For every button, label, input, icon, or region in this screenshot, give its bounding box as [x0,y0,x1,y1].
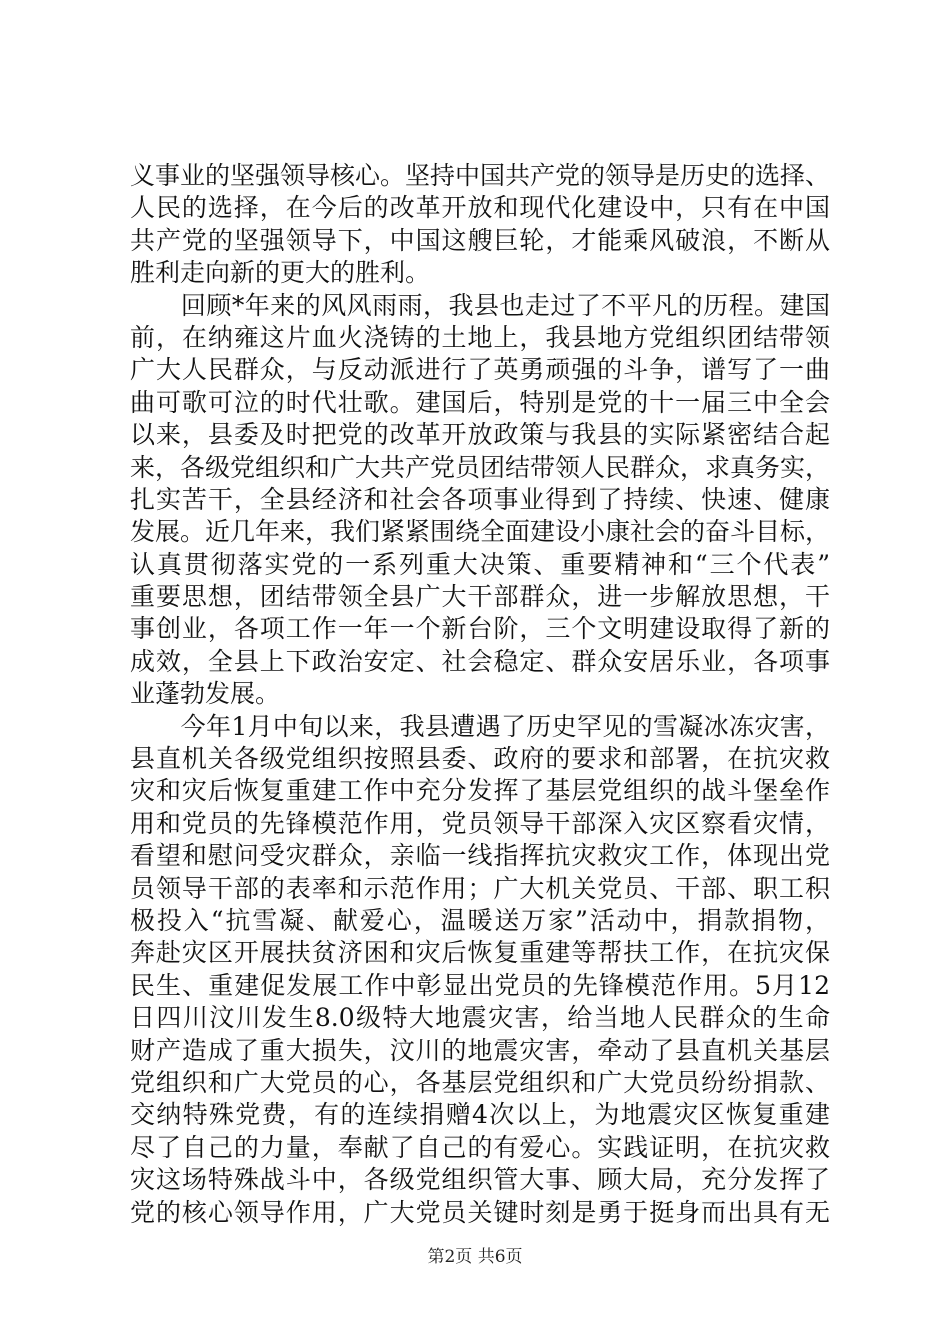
text-line: 来，各级党组织和广大共产党员团结带领人民群众，求真务实， [130,452,831,482]
text-line: 重要思想，团结带领全县广大干部群众，进一步解放思想，干 [130,582,830,612]
text-line: 曲可歌可泣的时代壮歌。建国后，特别是党的十一届三中全会 [130,387,830,417]
text-line: 扎实苦干，全县经济和社会各项事业得到了持续、快速、健康 [130,484,830,514]
text-line: 灾这场特殊战斗中，各级党组织管大事、顾大局，充分发挥了 [130,1165,830,1195]
page-footer: 第2页 共6页 [427,1247,523,1267]
text-line: 县直机关各级党组织按照县委、政府的要求和部署，在抗灾救 [130,744,830,774]
text-line: 用和党员的先锋模范作用，党员领导干部深入灾区察看灾情， [130,808,830,838]
text-line: 交纳特殊党费，有的连续捐赠4次以上，为地震灾区恢复重建 [130,1100,830,1130]
text-line: 前，在纳雍这片血火浇铸的土地上，我县地方党组织团结带领 [130,322,830,352]
body-text [130,160,830,1229]
text-line: 胜利走向新的更大的胜利。 [130,258,431,288]
text-line: 义事业的坚强领导核心。坚持中国共产党的领导是历史的选择、 [130,161,831,190]
text-line: 极投入“抗雪凝、献爱心，温暖送万家”活动中，捐款捐物， [130,905,830,935]
text-line: 今年1月中旬以来，我县遭遇了历史罕见的雪凝冰冻灾害， [130,711,830,741]
text-line: 党的核心领导作用，广大党员关键时刻是勇于挺身而出具有无 [130,1197,830,1227]
text-line: 广大人民群众，与反动派进行了英勇顽强的斗争，谱写了一曲 [130,355,830,385]
text-line: 民生、重建促发展工作中彰显出党员的先锋模范作用。5月12 [130,970,830,1000]
text-line: 看望和慰问受灾群众，亲临一线指挥抗灾救灾工作，体现出党 [130,841,830,871]
text-line: 日四川汶川发生8.0级特大地震灾害，给当地人民群众的生命 [130,1003,830,1033]
text-line: 成效，全县上下政治安定、社会稳定、群众安居乐业，各项事 [130,646,830,676]
text-line: 财产造成了重大损失，汶川的地震灾害，牵动了县直机关基层 [130,1035,830,1065]
text-line: 员领导干部的表率和示范作用；广大机关党员、干部、职工积 [130,873,830,903]
text-line: 发展。近几年来，我们紧紧围绕全面建设小康社会的奋斗目标， [130,517,831,547]
text-line: 党组织和广大党员的心，各基层党组织和广大党员纷纷捐款、 [130,1067,830,1097]
text-line: 回顾*年来的风风雨雨，我县也走过了不平凡的历程。建国 [130,290,830,320]
text-line: 共产党的坚强领导下，中国这艘巨轮，才能乘风破浪，不断从 [130,225,830,255]
text-line: 人民的选择，在今后的改革开放和现代化建设中，只有在中国 [130,193,830,223]
text-line: 认真贯彻落实党的一系列重大决策、重要精神和“三个代表” [130,549,830,579]
text-line: 事创业，各项工作一年一个新台阶，三个文明建设取得了新的 [130,614,830,644]
text-line: 尽了自己的力量，奉献了自己的有爱心。实践证明，在抗灾救 [130,1132,830,1162]
text-line: 业蓬勃发展。 [130,679,281,709]
text-line: 以来，县委及时把党的改革开放政策与我县的实际紧密结合起 [130,420,830,450]
text-line: 奔赴灾区开展扶贫济困和灾后恢复重建等帮扶工作，在抗灾保 [130,938,830,968]
text-line: 灾和灾后恢复重建工作中充分发挥了基层党组织的战斗堡垒作 [130,776,830,806]
